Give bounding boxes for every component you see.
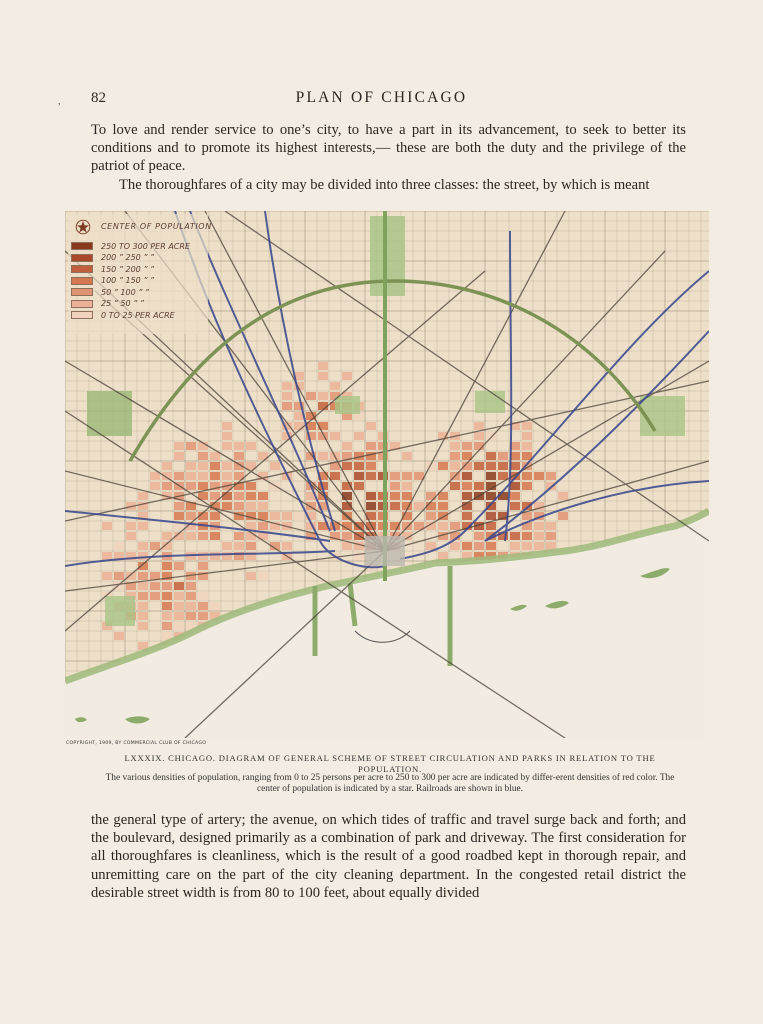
figure-caption-description: The various densities of population, ranging from 0 to 25 persons per acre to 250 to 300 per acre are indicated by differ-erent densities of red color. The center of population is indicated by a star. Railroads are shown in blue.	[105, 773, 675, 794]
density-block	[246, 542, 256, 550]
density-block	[462, 442, 472, 450]
legend-row	[71, 299, 144, 309]
density-block	[522, 532, 532, 540]
density-block	[174, 562, 184, 570]
density-block	[426, 512, 436, 520]
density-block	[102, 572, 112, 580]
legend-label: 50 ” 100 ” ”	[101, 287, 150, 297]
density-block	[486, 512, 496, 520]
legend-label: 100 ” 150 ” ”	[101, 276, 155, 285]
density-block	[366, 462, 376, 470]
chicago-street-plan-map	[65, 211, 709, 738]
density-block	[150, 582, 160, 590]
density-block	[150, 592, 160, 600]
density-block	[102, 552, 112, 560]
density-block	[462, 512, 472, 520]
density-block	[210, 602, 220, 610]
density-block	[126, 532, 136, 540]
density-block	[510, 492, 520, 500]
density-block	[138, 592, 148, 600]
density-block	[390, 502, 400, 510]
density-block	[474, 532, 484, 540]
density-block	[426, 542, 436, 550]
density-block	[402, 472, 412, 480]
density-block	[174, 472, 184, 480]
density-block	[198, 532, 208, 540]
density-block	[222, 442, 232, 450]
legend-swatch	[71, 311, 93, 319]
density-block	[534, 542, 544, 550]
density-block	[186, 592, 196, 600]
density-block	[402, 452, 412, 460]
density-block	[402, 492, 412, 500]
density-block	[450, 462, 460, 470]
density-block	[198, 592, 208, 600]
density-block	[126, 522, 136, 530]
legend-row	[71, 287, 149, 297]
legend-title: CENTER OF POPULATION	[101, 222, 212, 231]
density-block	[162, 622, 172, 630]
density-block	[282, 392, 292, 400]
density-block	[150, 542, 160, 550]
bottom-text-block	[91, 811, 686, 902]
legend-swatch	[71, 242, 93, 250]
density-block	[354, 482, 364, 490]
density-block	[522, 472, 532, 480]
top-text-block	[91, 121, 686, 194]
density-block	[198, 482, 208, 490]
park	[105, 596, 135, 626]
density-block	[222, 422, 232, 430]
legend-label: 0 TO 25 PER ACRE	[101, 310, 175, 320]
density-block	[222, 542, 232, 550]
park	[370, 216, 405, 296]
density-block	[162, 562, 172, 570]
density-block	[210, 512, 220, 520]
density-block	[234, 502, 244, 510]
density-block	[150, 472, 160, 480]
density-block	[270, 512, 280, 520]
density-block	[246, 442, 256, 450]
density-block	[534, 522, 544, 530]
density-block	[510, 462, 520, 470]
density-block	[510, 542, 520, 550]
density-block	[222, 472, 232, 480]
density-block	[138, 622, 148, 630]
density-block	[510, 502, 520, 510]
density-block	[198, 472, 208, 480]
density-block	[486, 472, 496, 480]
density-block	[342, 442, 352, 450]
density-block	[450, 482, 460, 490]
density-block	[138, 602, 148, 610]
park	[475, 391, 505, 413]
density-block	[306, 392, 316, 400]
density-block	[210, 532, 220, 540]
density-block	[534, 532, 544, 540]
density-block	[546, 522, 556, 530]
density-block	[474, 542, 484, 550]
paragraph: The thoroughfares of a city may be divided into three classes: the street, by which is meant	[119, 176, 650, 193]
density-block	[498, 452, 508, 460]
density-block	[186, 532, 196, 540]
density-block	[522, 432, 532, 440]
density-block	[222, 492, 232, 500]
legend-label: 25 ” 50 ” ”	[101, 299, 144, 308]
density-block	[114, 572, 124, 580]
density-block	[198, 552, 208, 560]
density-block	[282, 382, 292, 390]
density-block	[138, 542, 148, 550]
density-block	[246, 522, 256, 530]
density-block	[174, 592, 184, 600]
density-block	[462, 472, 472, 480]
density-block	[258, 522, 268, 530]
figure-caption-title: LXXXIX. CHICAGO. DIAGRAM OF GENERAL SCHEME OF STREET CIRCULATION AND PARKS IN RELATION TO THE POPULATION.	[124, 753, 656, 774]
density-block	[474, 432, 484, 440]
density-block	[138, 612, 148, 620]
density-block	[282, 402, 292, 410]
density-block	[198, 462, 208, 470]
density-block	[342, 372, 352, 380]
density-block	[198, 452, 208, 460]
density-block	[354, 462, 364, 470]
density-block	[390, 492, 400, 500]
running-title: PLAN OF CHICAGO	[295, 89, 468, 106]
density-block	[174, 582, 184, 590]
density-block	[510, 482, 520, 490]
density-block	[186, 612, 196, 620]
density-block	[246, 482, 256, 490]
density-block	[330, 382, 340, 390]
density-block	[246, 492, 256, 500]
page-number: 82	[91, 90, 106, 106]
density-block	[150, 482, 160, 490]
density-block	[546, 472, 556, 480]
density-block	[210, 452, 220, 460]
density-block	[318, 362, 328, 370]
density-block	[114, 632, 124, 640]
density-block	[294, 422, 304, 430]
density-block	[234, 542, 244, 550]
legend-row	[71, 310, 175, 320]
copyright-notice: COPYRIGHT, 1909, BY COMMERCIAL CLUB OF CHICAGO	[66, 741, 207, 746]
density-block	[222, 462, 232, 470]
density-block	[450, 452, 460, 460]
density-block	[390, 472, 400, 480]
density-block	[450, 442, 460, 450]
legend-label: 150 ” 200 ” ”	[101, 264, 155, 274]
density-block	[258, 512, 268, 520]
density-block	[270, 462, 280, 470]
density-block	[366, 422, 376, 430]
density-block	[162, 462, 172, 470]
density-block	[438, 552, 448, 560]
density-block	[558, 492, 568, 500]
density-block	[174, 602, 184, 610]
legend-label: 200 ” 250 ” ”	[101, 253, 155, 262]
density-block	[234, 532, 244, 540]
density-block	[186, 512, 196, 520]
density-block	[366, 442, 376, 450]
density-block	[210, 552, 220, 560]
density-block	[174, 612, 184, 620]
density-block	[522, 442, 532, 450]
density-block	[498, 462, 508, 470]
density-block	[138, 572, 148, 580]
density-block	[186, 472, 196, 480]
density-block	[186, 482, 196, 490]
density-block	[486, 462, 496, 470]
density-block	[186, 602, 196, 610]
density-block	[114, 542, 124, 550]
density-block	[138, 582, 148, 590]
density-block	[210, 472, 220, 480]
density-block	[462, 542, 472, 550]
density-block	[138, 552, 148, 560]
density-block	[366, 492, 376, 500]
density-block	[546, 532, 556, 540]
paragraph: the general type of artery; the avenue, on which tides of traffic and travel surge back and forth; and the boulevard, designed primarily as a combination of park and driveway. The first consideration for all thoroughfares is cleanliness, which is the result of a good roadbed kept in thorough repair, and unremitting care on the part of the city cleaning department. In the congested retail district the desirable street width is from 80 to 100 feet, about equally divided	[91, 812, 686, 901]
density-block	[138, 492, 148, 500]
density-block	[474, 462, 484, 470]
legend-row	[71, 253, 154, 263]
density-block	[186, 442, 196, 450]
legend-swatch	[71, 265, 93, 273]
density-block	[438, 502, 448, 510]
density-block	[162, 482, 172, 490]
density-block	[438, 462, 448, 470]
density-block	[282, 512, 292, 520]
density-block	[318, 372, 328, 380]
center-of-population-star-icon	[75, 219, 91, 235]
legend-label: 250 TO 300 PER ACRE	[101, 241, 191, 251]
density-block	[198, 602, 208, 610]
density-block	[258, 572, 268, 580]
density-block	[246, 502, 256, 510]
density-block	[462, 492, 472, 500]
civic-center	[365, 536, 405, 566]
density-block	[342, 462, 352, 470]
page-mark: ,	[58, 96, 61, 107]
density-block	[342, 532, 352, 540]
legend-swatch	[71, 277, 93, 285]
density-block	[354, 432, 364, 440]
density-block	[438, 522, 448, 530]
density-block	[414, 502, 424, 510]
density-block	[462, 482, 472, 490]
density-block	[162, 582, 172, 590]
density-block	[366, 472, 376, 480]
legend-swatch	[71, 288, 93, 296]
legend-row	[71, 264, 154, 274]
density-block	[222, 502, 232, 510]
density-block	[258, 502, 268, 510]
density-block	[366, 502, 376, 510]
density-block	[174, 452, 184, 460]
density-block	[486, 452, 496, 460]
density-block	[234, 442, 244, 450]
legend-swatch	[71, 254, 93, 262]
density-block	[330, 472, 340, 480]
density-block	[498, 472, 508, 480]
density-block	[402, 482, 412, 490]
density-block	[318, 402, 328, 410]
density-block	[258, 492, 268, 500]
density-block	[162, 602, 172, 610]
legend-swatch	[71, 300, 93, 308]
density-block	[474, 422, 484, 430]
density-block	[522, 422, 532, 430]
density-block	[450, 522, 460, 530]
density-block	[174, 512, 184, 520]
density-block	[186, 462, 196, 470]
density-block	[318, 392, 328, 400]
density-block	[210, 462, 220, 470]
legend-row	[71, 276, 154, 286]
density-block	[186, 582, 196, 590]
density-block	[330, 432, 340, 440]
density-block	[510, 532, 520, 540]
density-block	[234, 492, 244, 500]
density-block	[354, 472, 364, 480]
density-block	[138, 522, 148, 530]
density-block	[234, 452, 244, 460]
paragraph: To love and render service to one’s city, to have a part in its advancement, to seek to better its conditions and to promote its highest interests,— these are both the duty and the privilege of the patriot of peace.	[91, 122, 686, 175]
density-block	[222, 432, 232, 440]
density-block	[198, 612, 208, 620]
density-block	[162, 532, 172, 540]
density-block	[558, 512, 568, 520]
density-block	[450, 542, 460, 550]
density-block	[198, 562, 208, 570]
park	[335, 396, 360, 414]
density-block	[282, 542, 292, 550]
density-block	[102, 522, 112, 530]
density-block	[486, 542, 496, 550]
density-block	[342, 542, 352, 550]
density-block	[162, 592, 172, 600]
density-block	[474, 482, 484, 490]
density-block	[534, 472, 544, 480]
density-block	[294, 512, 304, 520]
density-block	[318, 452, 328, 460]
density-block	[522, 542, 532, 550]
density-block	[522, 482, 532, 490]
map-legend	[71, 217, 231, 337]
density-block	[246, 572, 256, 580]
density-block	[390, 482, 400, 490]
density-block	[138, 562, 148, 570]
density-block	[174, 622, 184, 630]
legend-row	[71, 241, 190, 251]
density-block	[126, 572, 136, 580]
density-block	[174, 442, 184, 450]
density-block	[174, 502, 184, 510]
density-block	[162, 612, 172, 620]
